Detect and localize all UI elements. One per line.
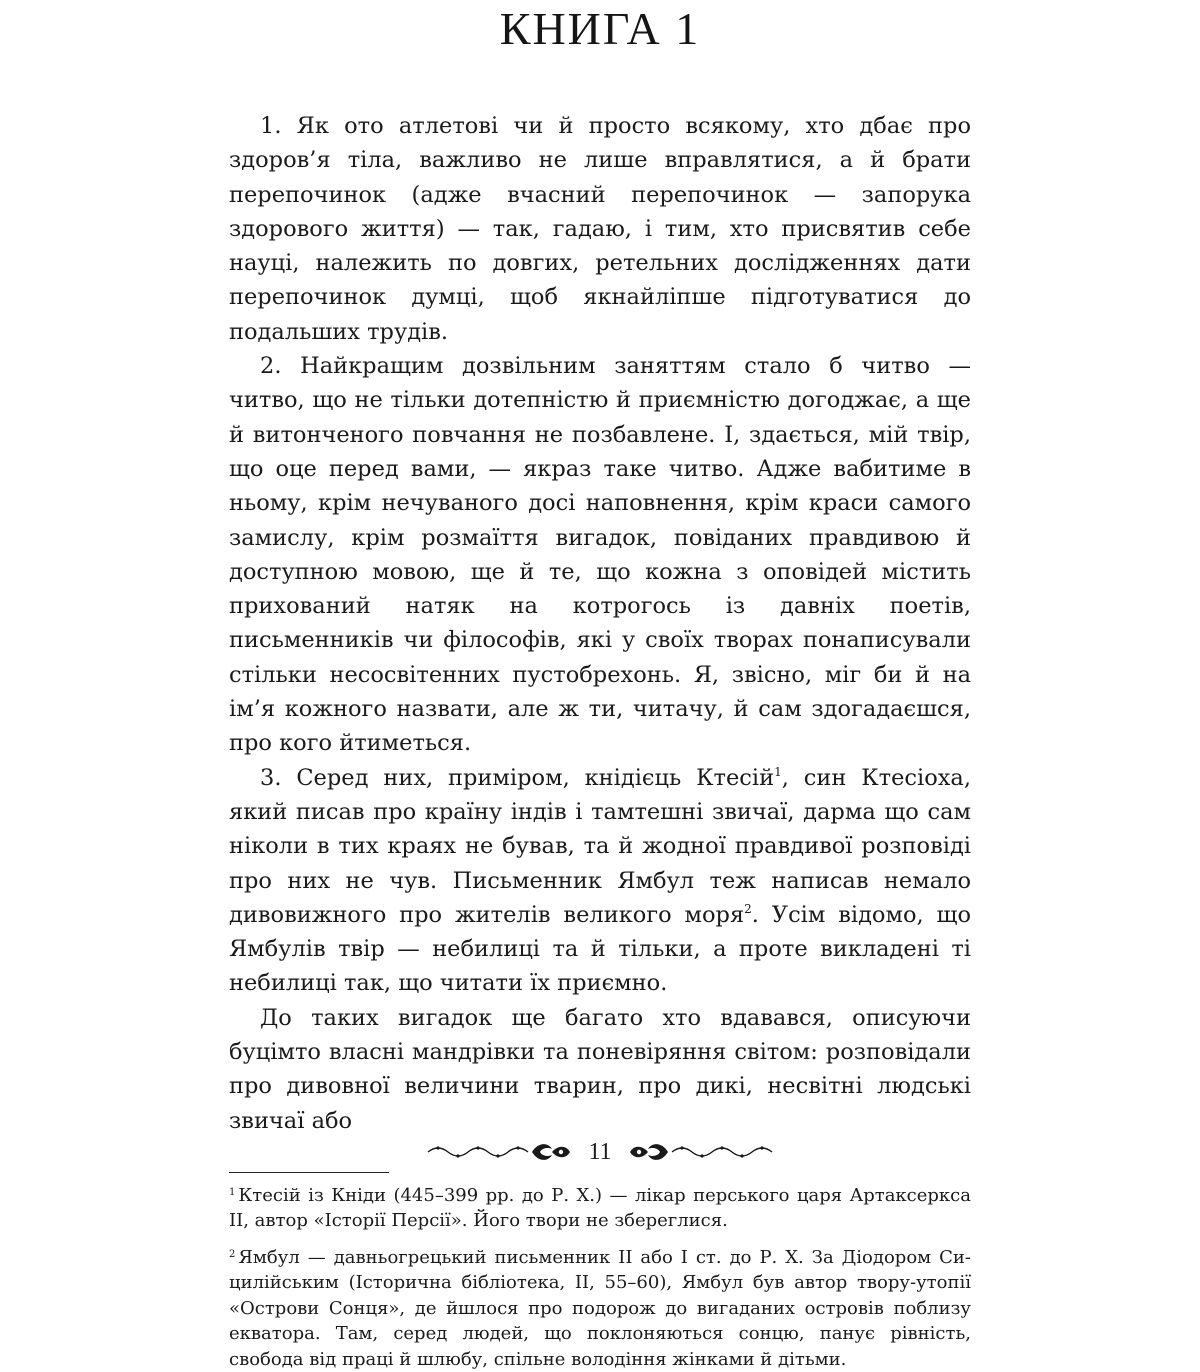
paragraph-3-text: , син Ктесіоха, який писав про країну індів і тамтешні звичаї, дарма що сам ніколи в тих краях не бував, та й жодної правдивої розповіді про них не чув. Письменник Ямбул теж написав немало дивовижного про жителів великого моря bbox=[229, 764, 971, 928]
page-footer bbox=[0, 1132, 1200, 1172]
paragraph-3 bbox=[229, 761, 971, 1001]
footnote-mark: 2 bbox=[229, 1248, 236, 1260]
paragraph-4: До таких вигадок ще багато хто вдавався, описуючи буцімто власні мандрівки та поневіряння світом: розповідали про дивовної величини тварин, про дикі, несвітні людські звичаї або bbox=[229, 1004, 971, 1134]
page-number: 11 bbox=[588, 1138, 612, 1165]
footnote-mark: 1 bbox=[229, 1186, 236, 1198]
floral-ornament-right-icon bbox=[626, 1139, 776, 1165]
footnote-text: Ямбул — давньогрецький письменник II або I ст. до Р. Х. За Діодором Сицилійським (Історична бібліотека, II, 55–60), Ямбул був автор твору-утопії «Острови Сонця», де йшлося про подорож до вигаданих островів поблизу екватора. Там, серед людей, що поклоняються сонцю, панує рівність, свобода від праці й шлюбу, спільне володіння жінками й дітьми. bbox=[229, 1246, 971, 1370]
footnotes bbox=[229, 1183, 971, 1372]
footnote-text: Ктесій із Кніди (445–399 рр. до Р. Х.) — лікар перського царя Артаксеркса II, автор «Історії Персії». Його твори не збереглися. bbox=[229, 1184, 971, 1232]
chapter-title: КНИГА 1 bbox=[499, 3, 701, 54]
footnote-1 bbox=[229, 1183, 971, 1234]
footnote-ref-2[interactable]: 2 bbox=[744, 901, 752, 916]
paragraph-1: 1. Як ото атлетові чи й просто всякому, хто дбає про здоров’я тіла, важливо не лише вправлятися, а й брати перепочинок (адже вчасний перепочинок — запорука здорового життя) — так, гадаю, і тим, хто присвятив себе науці, належить по довгих, ретельних дослідженнях дати перепочинок думці, щоб якнайліпше підготуватися до подальших трудів. bbox=[229, 113, 971, 345]
paragraph-3-text: . Усім відомо, що Ямбулів твір — небилиці та й тільки, а проте викладені ті небилиці так, що читати їх приємно. bbox=[229, 901, 971, 997]
floral-ornament-left-icon bbox=[424, 1139, 574, 1165]
paragraph-3-text: 3. Серед них, приміром, кнідієць Ктесій bbox=[260, 764, 775, 791]
book-page bbox=[229, 0, 971, 1370]
body-text bbox=[229, 109, 971, 1138]
footnote-2 bbox=[229, 1245, 971, 1372]
footnote-separator bbox=[229, 1172, 389, 1173]
footnote-ref-1[interactable]: 1 bbox=[774, 764, 782, 779]
paragraph-2: 2. Найкращим дозвільним заняттям стало б читво — читво, що не тільки дотепністю й приємністю догоджає, а ще й витонченого повчання не позбавлене. І, здається, мій твір, що оце перед вами, — якраз таке читво. Адже вабитиме в ньому, крім нечуваного досі наповнення, крім краси самого замислу, крім розмаїття вигадок, повіданих правдивою й доступною мовою, ще й те, що кожна з оповідей містить прихований натяк на котрогось із давніх поетів, письменників чи філософів, які у своїх творах понаписували стільки несосвітенних пустобрехонь. Я, звісно, міг би й на ім’я кожного назвати, але ж ти, читачу, й сам здогадаєшся, про кого йтиметься. bbox=[229, 353, 971, 757]
